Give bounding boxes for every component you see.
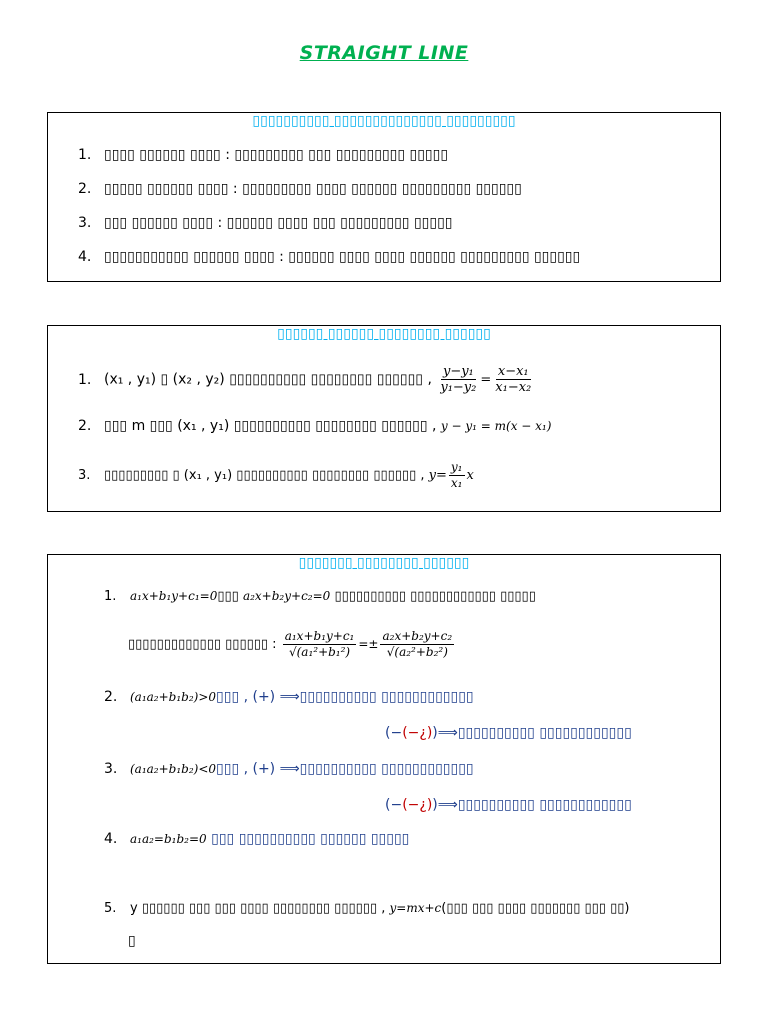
list-item: [78, 215, 452, 231]
acute-condition-sub: [385, 797, 632, 813]
list-item: [78, 181, 522, 197]
perpendicular-condition: [104, 831, 409, 847]
item-number: 2.: [104, 689, 118, 705]
plus-minus: =±: [358, 637, 379, 651]
item-text: ▯▯▯▯ ▯▯▯▯▯▯ ▯▯▯▯ : ▯▯▯▯▯▯▯▯▯ ▯▯▯ ▯▯▯▯▯▯▯▯▯ ▯▯▯▯▯: [104, 147, 449, 163]
item-number: 1.: [78, 147, 92, 163]
origin-fraction: $\frac{\text{y₁}}{\text{x₁}}$: [450, 460, 463, 490]
page-title: STRAIGHT LINE: [299, 42, 469, 64]
item-number: 3.: [104, 761, 118, 777]
origin-rhs: x: [466, 468, 474, 483]
sign-text: (−(−¿)): [385, 725, 438, 741]
item-text: ▯▯▯▯▯ ▯▯▯▯▯▯ ▯▯▯▯ : ▯▯▯▯▯▯▯▯▯ ▯▯▯▯ ▯▯▯▯▯▯ ▯▯▯▯▯▯▯▯▯ ▯▯▯▯▯▯: [104, 181, 522, 197]
item-number: 3.: [78, 468, 91, 483]
item-number: 1.: [78, 371, 92, 388]
item-number: 2.: [78, 418, 92, 434]
item-text: ▯▯▯▯▯▯▯▯▯▯▯ ▯▯▯▯▯▯ ▯▯▯▯ : ▯▯▯▯▯▯ ▯▯▯▯ ▯▯▯▯ ▯▯▯▯▯▯ ▯▯▯▯▯▯▯▯▯ ▯▯▯▯▯▯: [104, 249, 581, 265]
item-text: ▯▯▯▯▯▯▯▯▯▯ ▯▯▯▯▯▯▯▯▯▯▯▯ ▯▯▯▯▯: [334, 589, 536, 604]
equals-sign: =: [480, 372, 492, 388]
item-text: (x₁ , y₁) ▯ (x₂ , y₂) ▯▯▯▯▯▯▯▯▯▯ ▯▯▯▯▯▯▯▯ ▯▯▯▯▯▯ ,: [104, 371, 432, 388]
item-text: ▯▯▯ , (+) ⟹▯▯▯▯▯▯▯▯▯▯ ▯▯▯▯▯▯▯▯▯▯▯▯: [216, 761, 474, 777]
connector-text: ▯▯▯: [217, 589, 239, 604]
item-text: ▯▯▯ ▯▯▯▯▯▯ ▯▯▯▯ : ▯▯▯▯▯▯ ▯▯▯▯ ▯▯▯ ▯▯▯▯▯▯▯▯▯ ▯▯▯▯▯: [104, 215, 453, 231]
obtuse-condition-sub: [385, 725, 632, 741]
condition-formula: (a₁a₂+b₁b₂)<0: [130, 762, 217, 776]
forms-heading: ▯▯▯▯▯▯▯▯▯▯ ▯▯▯▯▯▯▯▯▯▯▯▯▯▯ ▯▯▯▯▯▯▯▯▯: [252, 113, 516, 129]
item-text: ▯▯▯▯▯▯▯▯▯▯▯▯▯ ▯▯▯▯▯▯ :: [128, 637, 277, 652]
point-slope-form: [78, 418, 551, 434]
line2-equation: a₂x+b₂y+c₂=0: [242, 589, 331, 603]
item-number: 2.: [78, 181, 92, 197]
item-text: ▯▯▯ m ▯▯▯ (x₁ , y₁) ▯▯▯▯▯▯▯▯▯▯ ▯▯▯▯▯▯▯▯ ▯▯▯▯▯▯ ,: [104, 418, 437, 434]
item-number: 4.: [78, 249, 92, 265]
slope-intercept-formula: y=mx+c: [389, 901, 442, 915]
item-number: 3.: [78, 215, 92, 231]
acute-condition: [104, 761, 474, 777]
bisector-rhs-fraction: $\frac{\text{a₂x+b₂y+c₂}}{\text{√(a₂²+b₂²)}}$: [382, 629, 453, 659]
sign-text: (−(−¿)): [385, 797, 438, 813]
slope-intercept-line2: [128, 933, 136, 949]
item-text: ⟹▯▯▯▯▯▯▯▯▯▯ ▯▯▯▯▯▯▯▯▯▯▯▯: [437, 725, 632, 741]
item-text: ▯▯▯ , (+) ⟹▯▯▯▯▯▯▯▯▯▯ ▯▯▯▯▯▯▯▯▯▯▯▯: [216, 689, 474, 705]
item-text: ▯▯▯▯▯▯▯▯▯ ▯ (x₁ , y₁) ▯▯▯▯▯▯▯▯▯▯ ▯▯▯▯▯▯▯▯ ▯▯▯▯▯▯ ,: [104, 468, 425, 483]
two-point-rhs: $\frac{\text{x−x₁}}{\text{x₁−x₂}}$: [495, 364, 532, 395]
item-text: ▯: [128, 933, 136, 949]
obtuse-condition: [104, 689, 474, 705]
bisector-item-line2: [128, 629, 456, 660]
line1-equation: a₁x+b₁y+c₁=0: [130, 589, 218, 603]
origin-form: [78, 460, 474, 491]
list-item: [78, 249, 580, 265]
item-tail: (▯▯▯ ▯▯▯ ▯▯▯▯ ▯▯▯▯▯▯▯ ▯▯▯ ▯▯): [441, 901, 630, 916]
item-number: 1.: [104, 589, 117, 604]
condition-formula: a₁a₂=b₁b₂=0: [130, 832, 207, 846]
forms-box: [47, 112, 721, 282]
angle-bisector-box: [47, 554, 721, 964]
line-equations-box: [47, 325, 721, 512]
bisector-item-line1: [104, 589, 536, 604]
item-text: y ▯▯▯▯▯▯ ▯▯▯ ▯▯▯ ▯▯▯▯ ▯▯▯▯▯▯▯▯ ▯▯▯▯▯▯ ,: [130, 901, 386, 916]
two-point-form: [78, 364, 535, 395]
line-equations-heading: ▯▯▯▯▯▯ ▯▯▯▯▯▯ ▯▯▯▯▯▯▯▯ ▯▯▯▯▯▯: [277, 326, 491, 342]
origin-lhs: y=: [428, 468, 447, 483]
slope-intercept-form: [104, 901, 629, 916]
item-number: 5.: [104, 901, 117, 916]
condition-formula: (a₁a₂+b₁b₂)>0: [130, 690, 217, 704]
item-text: ⟹▯▯▯▯▯▯▯▯▯▯ ▯▯▯▯▯▯▯▯▯▯▯▯: [437, 797, 632, 813]
two-point-lhs: $\frac{\text{y−y₁}}{\text{y₁−y₂}}$: [440, 364, 477, 395]
bisector-lhs-fraction: $\frac{\text{a₁x+b₁y+c₁}}{\text{√(a₁²+b₁²)}}$: [284, 629, 355, 659]
list-item: [78, 147, 448, 163]
point-slope-formula: y − y₁ = m(x − x₁): [440, 419, 552, 433]
angle-bisector-heading: ▯▯▯▯▯▯▯ ▯▯▯▯▯▯▯▯ ▯▯▯▯▯▯: [298, 555, 470, 571]
item-number: 4.: [104, 831, 118, 847]
item-text: ▯▯▯ ▯▯▯▯▯▯▯▯▯▯ ▯▯▯▯▯▯ ▯▯▯▯▯: [211, 831, 410, 847]
